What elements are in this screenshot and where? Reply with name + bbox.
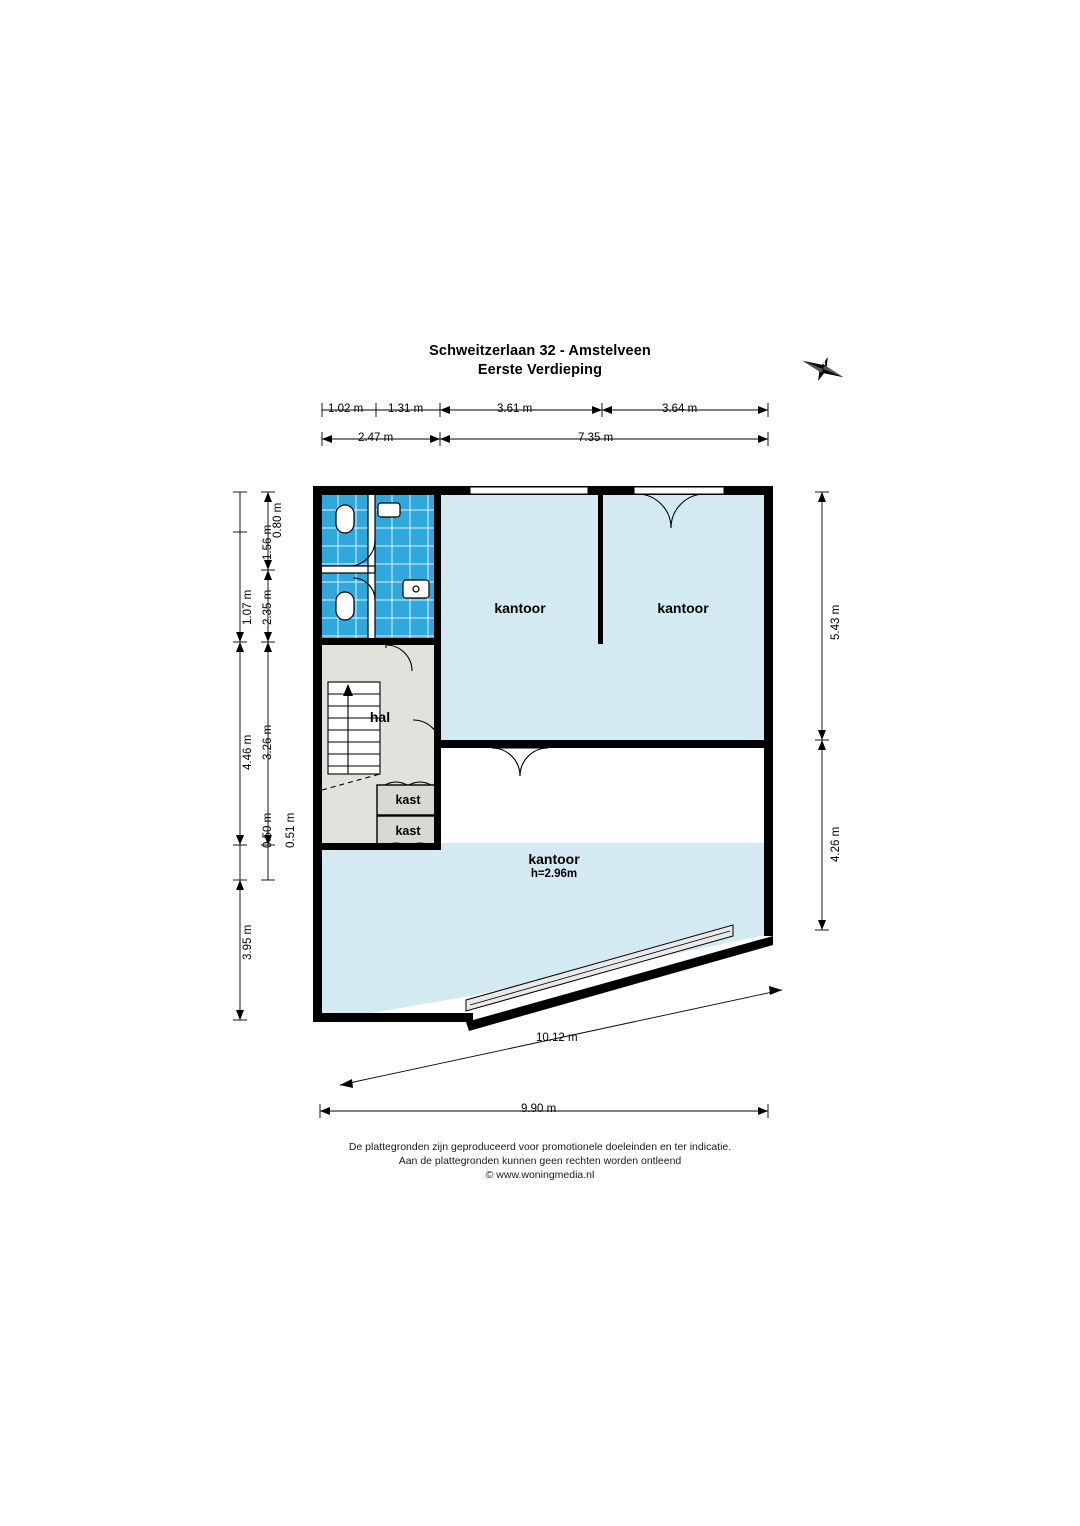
disclaimer	[0, 1140, 1080, 1182]
dimension-lines-right	[815, 492, 829, 930]
room-fill-kantoor-1	[440, 492, 600, 740]
svg-text:N: N	[820, 360, 826, 367]
dim-left-outer-2: 1.07 m	[242, 589, 254, 625]
dim-left-inner-1: 1.56 m	[262, 524, 274, 560]
plan-address: Schweitzerlaan 32 - Amstelveen	[429, 343, 651, 359]
dim-left-inner-2: 2.35 m	[262, 589, 274, 625]
disclaimer-line-2: Aan de plattegronden kunnen geen rechten worden ontleend	[398, 1155, 682, 1167]
dim-left-outer-4: 0.51 m	[285, 812, 297, 848]
dim-left-outer-3: 4.46 m	[242, 734, 254, 770]
dim-bottom-total: 9.90 m	[521, 1103, 557, 1115]
room-label-kantoor-3: kantoor	[528, 851, 580, 867]
dim-left-outer-1: 0.80 m	[272, 502, 284, 538]
room-label-kast-2: kast	[395, 824, 421, 838]
staircase	[322, 682, 380, 790]
dim-top-2: 1.31 m	[388, 403, 424, 415]
room-fill-kantoor-2	[600, 492, 766, 740]
dim-right-1: 5.43 m	[830, 604, 842, 640]
dim-top-1: 1.02 m	[328, 403, 364, 415]
dim-left-inner-3: 3.26 m	[262, 724, 274, 760]
dim-top-3: 3.61 m	[497, 403, 533, 415]
dim-left-inner-4: 0.50 m	[262, 812, 274, 848]
dim-left-outer-5: 3.95 m	[242, 924, 254, 960]
disclaimer-copyright: © www.woningmedia.nl	[485, 1169, 595, 1181]
room-label-kast-1: kast	[395, 793, 421, 807]
room-label-kantoor-1: kantoor	[494, 600, 546, 616]
dim-top-4: 3.64 m	[662, 403, 698, 415]
room-height-kantoor-3: h=2.96m	[530, 868, 578, 880]
dim-bottom-slant: 10.12 m	[536, 1032, 578, 1044]
dim-top-total-1: 2.47 m	[358, 432, 394, 444]
disclaimer-line-1: De plattegronden zijn geproduceerd voor promotionele doeleinden en ter indicatie.	[348, 1141, 732, 1153]
room-label-kantoor-2: kantoor	[657, 600, 709, 616]
dim-top-total-2: 7.35 m	[578, 432, 614, 444]
room-label-hal: hal	[369, 709, 391, 725]
plan-floor: Eerste Verdieping	[477, 362, 603, 378]
dim-right-2: 4.26 m	[830, 826, 842, 862]
